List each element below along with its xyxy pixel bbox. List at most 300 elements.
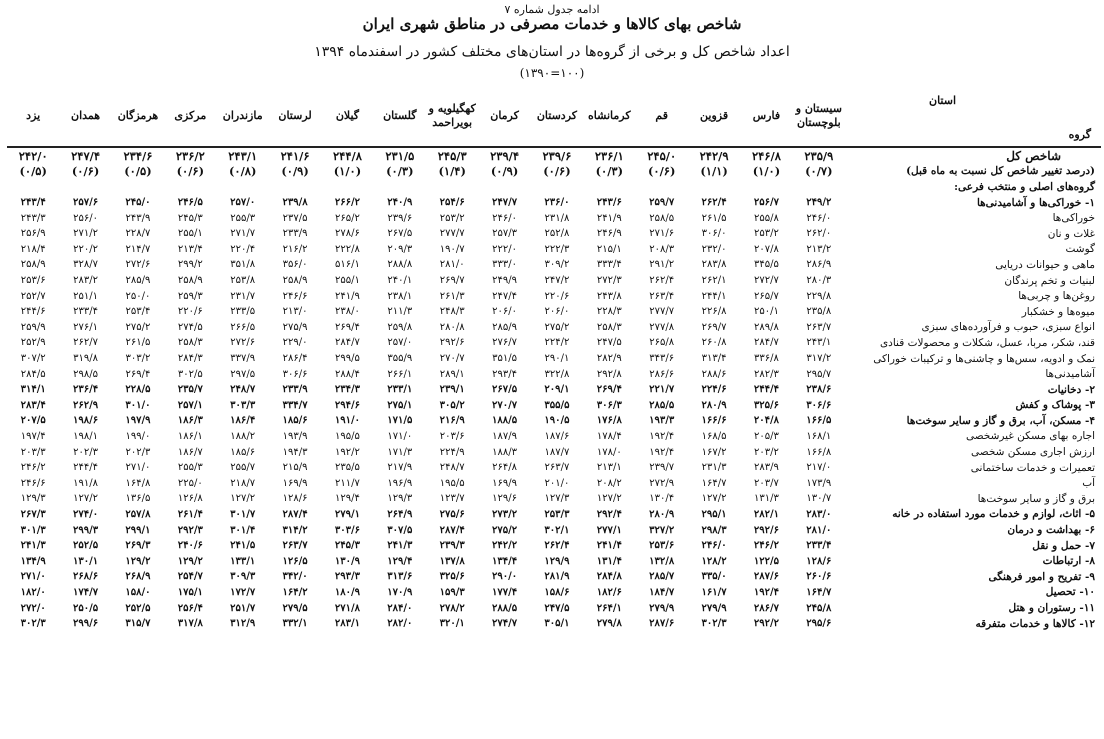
table-row (7, 382, 1101, 398)
table-cell: (۰/۵) (124, 164, 152, 179)
table-cell: ۲۸۰/۳ (806, 275, 832, 287)
table-cell: ۲۴۷/۲ (544, 275, 570, 287)
table-cell: ۲۴۱/۳ (20, 540, 46, 552)
table-cell: ۲۹۹/۵ (335, 353, 360, 365)
table-cell: ۲۱۷/۰ (806, 462, 832, 474)
table-cell: ۲۰۶/۰ (544, 306, 570, 318)
table-cell: ۲۷۵/۹ (282, 321, 308, 333)
table-cell: ۲۴۴/۴ (73, 462, 98, 474)
table-cell: (۱/۰) (333, 164, 362, 179)
table-cell: ۲۸۸/۸ (387, 259, 413, 271)
table-cell: ۲۷۱/۷ (230, 228, 256, 240)
table-cell (636, 179, 688, 195)
table-cell: ۱۲۹/۴ (335, 493, 360, 505)
table-cell: ۲۴۳/۱ (228, 148, 258, 163)
table-cell: ۲۶۲/۷ (73, 337, 98, 349)
table-cell: ۲۳۵/۷ (177, 384, 203, 396)
table-cell: ۳۲۰/۱ (439, 618, 465, 630)
table-row (7, 460, 1101, 476)
table-cell: ۲۸۶/۴ (282, 353, 308, 365)
table-cell: ۲۵۲/۵ (125, 602, 151, 614)
table-cell: ۲۰۵/۳ (754, 430, 779, 442)
table-cell: ۲۴۶/۰ (806, 212, 832, 224)
table-cell: ۳۰۵/۲ (439, 399, 465, 411)
table-cell: ۱۳۷/۸ (439, 555, 465, 567)
table-cell: ۳۲۷/۲ (649, 524, 675, 536)
table-cell: ۲۸۰/۹ (701, 399, 727, 411)
table-cell: ۱۳۶/۵ (125, 493, 151, 505)
table-cell: ۲۵۷/۰ (230, 197, 256, 209)
table-cell: ۲۸۰/۸ (439, 321, 465, 333)
table-row (7, 179, 1101, 195)
table-cell: ۲۱۶/۹ (439, 415, 465, 427)
table-cell: ۲۸۳/۱ (334, 618, 360, 630)
province-header: کردستان (531, 86, 583, 147)
row-label: ۱- خوراکی‌ها و آشامیدنی‌ها (976, 196, 1095, 209)
table-cell: ۳۵۶/۰ (282, 259, 308, 271)
table-cell (217, 179, 269, 195)
table-cell: ۱۳۳/۱ (230, 555, 256, 567)
row-label: نمک و ادویه، سس‌ها و چاشنی‌ها و ترکیبات خوراکی (873, 352, 1095, 365)
table-cell (478, 179, 530, 195)
table-cell: ۲۶۳/۷ (806, 321, 832, 333)
table-cell: ۲۸۵/۷ (649, 571, 675, 583)
table-cell: ۲۶۶/۱ (387, 368, 413, 380)
table-cell: ۲۹۲/۶ (753, 524, 779, 536)
table-cell: (۰/۹) (490, 164, 519, 179)
table-cell: ۲۴۶/۲ (753, 540, 779, 552)
table-cell: ۲۲۶/۸ (701, 306, 727, 318)
table-cell: ۲۴۶/۰ (701, 540, 727, 552)
table-cell: ۱۶۱/۷ (701, 586, 727, 598)
table-cell: ۲۲۰/۴ (230, 243, 256, 255)
table-cell: ۱۸۴/۷ (649, 586, 675, 598)
table-cell: ۲۳۲/۰ (701, 243, 727, 255)
table-cell: ۲۱۸/۴ (20, 243, 46, 255)
province-header: فارس (740, 86, 792, 147)
table-cell: ۲۶۱/۴ (177, 508, 203, 520)
table-cell: ۲۸۱/۰ (806, 524, 832, 536)
row-label: آشامیدنی‌ها (1045, 368, 1095, 381)
table-cell: ۲۴۵/۰ (647, 148, 677, 163)
table-cell: ۲۶۴/۱ (596, 602, 622, 614)
table-cell: ۲۶۶/۵ (230, 321, 256, 333)
table-cell: ۱۹۸/۶ (72, 415, 99, 427)
table-cell: ۲۵۷/۰ (387, 337, 413, 349)
page-subtitle: اعداد شاخص کل و برخی از گروه‌ها در استان‌های مختلف کشور در اسفندماه ۱۳۹۴ (314, 44, 790, 60)
table-cell: ۲۴۱/۵ (230, 540, 256, 552)
table-cell: ۲۳۹/۸ (282, 197, 308, 209)
table-cell: ۲۱۳/۲ (806, 243, 832, 255)
table-row (7, 585, 1101, 601)
row-label: ۱۲- کالاها و خدمات متفرقه (975, 617, 1095, 630)
row-label: گروه‌های اصلی و منتخب فرعی: (954, 180, 1095, 193)
row-label: گوشت (1065, 243, 1095, 256)
table-cell: ۲۴۱/۹ (596, 212, 622, 224)
table-cell: ۱۸۷/۷ (544, 446, 570, 458)
table-cell: ۳۰۶/۳ (596, 399, 622, 411)
table-cell: ۱۲۹/۹ (544, 555, 570, 567)
table-cell: ۲۹۰/۱ (544, 353, 570, 365)
table-cell (793, 179, 845, 195)
table-cell: ۳۰۵/۱ (544, 618, 570, 630)
table-cell: ۲۵۳/۸ (230, 275, 256, 287)
table-cell: ۲۳۹/۶ (387, 212, 413, 224)
table-cell: ۱۲۸/۲ (701, 555, 727, 567)
table-cell: ۲۴۶/۶ (20, 477, 46, 489)
table-cell: ۲۷۲/۷ (754, 275, 779, 287)
table-cell: ۲۱۱/۷ (335, 477, 360, 489)
table-cell: ۳۲۵/۶ (439, 571, 465, 583)
table-cell: ۲۲۴/۹ (439, 446, 465, 458)
table-row (7, 226, 1101, 242)
table-cell: ۲۷۹/۸ (596, 618, 622, 630)
table-cell: ۲۵۵/۱ (335, 275, 360, 287)
table-cell: ۳۵۱/۵ (492, 353, 517, 365)
table-cell: ۲۷۵/۲ (125, 321, 151, 333)
table-cell: ۲۸۶/۶ (649, 368, 675, 380)
table-cell: ۲۴۷/۴ (71, 148, 101, 163)
province-header: قزوین (688, 86, 740, 147)
table-cell: ۲۵۲/۷ (20, 290, 46, 302)
row-label: شاخص کل (1006, 148, 1061, 163)
table-cell: ۲۷۹/۵ (282, 602, 308, 614)
table-cell: ۲۰۲/۳ (125, 446, 151, 458)
row-label: خوراکی‌ها (1052, 212, 1095, 225)
table-cell: ۱۹۶/۹ (387, 477, 413, 489)
table-cell: ۲۴۵/۳ (177, 212, 203, 224)
table-cell: ۲۵۹/۷ (649, 197, 675, 209)
table-cell (164, 179, 216, 195)
table-cell: ۱۹۲/۲ (335, 446, 360, 458)
row-label: غلات و نان (1047, 227, 1095, 240)
table-cell: ۱۶۴/۲ (282, 586, 308, 598)
table-cell: ۲۵۱/۷ (230, 602, 256, 614)
province-header: مرکزی (164, 86, 216, 147)
table-cell: ۱۳۰/۷ (806, 493, 832, 505)
table-row (7, 507, 1101, 523)
table-cell: ۱۲۹/۳ (387, 493, 413, 505)
table-cell: ۲۱۱/۳ (387, 306, 413, 318)
table-cell: ۲۴۶/۶ (282, 290, 308, 302)
table-cell: ۲۷۱/۰ (20, 571, 46, 583)
table-cell: ۲۴۰/۶ (177, 540, 203, 552)
table-cell: ۳۳۵/۰ (701, 571, 727, 583)
table-cell: ۲۲۴/۲ (544, 337, 570, 349)
table-cell: ۲۴۵/۳ (437, 148, 467, 163)
table-cell: ۲۰۳/۳ (20, 446, 46, 458)
table-cell: ۳۲۵/۶ (753, 399, 779, 411)
table-cell: ۱۸۸/۲ (230, 430, 256, 442)
table-cell: ۳۰۱/۷ (230, 508, 256, 520)
table-cell: ۲۱۴/۷ (125, 243, 151, 255)
table-cell: ۲۵۷/۸ (125, 508, 151, 520)
table-cell: ۲۷۲/۰ (20, 602, 46, 614)
table-cell: ۳۰۷/۵ (387, 524, 413, 536)
table-cell: ۱۳۴/۹ (20, 555, 46, 567)
table-cell: ۲۳۹/۷ (649, 462, 675, 474)
table-cell: ۲۰۱/۰ (544, 477, 570, 489)
table-cell: ۲۷۶/۱ (73, 321, 98, 333)
table-cell: ۲۲۱/۷ (649, 384, 675, 396)
table-cell: ۲۸۲/۰ (387, 618, 413, 630)
province-header: همدان (59, 86, 111, 147)
table-cell: ۲۵۸/۹ (20, 259, 46, 271)
table-cell: ۲۶۹/۷ (701, 321, 727, 333)
table-cell: ۲۲۸/۳ (596, 306, 622, 318)
table-row (7, 522, 1101, 538)
table-cell: ۲۹۳/۴ (492, 368, 517, 380)
row-label: تعمیرات و خدمات ساختمانی (970, 461, 1095, 474)
table-cell: ۲۳۶/۰ (544, 197, 570, 209)
table-cell: ۲۷۱/۰ (125, 462, 151, 474)
table-cell: ۱۷۷/۴ (491, 586, 518, 598)
table-cell: ۲۶۲/۱ (701, 275, 727, 287)
table-cell: (۰/۷) (805, 164, 833, 179)
table-cell: ۱۷۶/۸ (596, 415, 622, 427)
table-cell: ۲۴۷/۵ (544, 602, 570, 614)
table-cell: ۲۷۵/۲ (544, 321, 570, 333)
row-label: قند، شکر، مربا، عسل، شکلات و محصولات قنادی (879, 336, 1095, 349)
table-cell: ۲۳۳/۴ (806, 540, 832, 552)
table-cell (59, 179, 111, 195)
table-cell: ۲۷۷/۷ (439, 228, 465, 240)
table-cell: ۲۵۸/۹ (177, 275, 203, 287)
table-cell: ۲۳۱/۳ (701, 462, 727, 474)
province-header: یزد (7, 86, 59, 147)
table-cell: ۳۱۷/۲ (806, 353, 832, 365)
table-cell: ۲۷۰/۷ (439, 353, 465, 365)
table-cell: ۲۶۱/۵ (125, 337, 151, 349)
table-cell: ۲۲۸/۵ (125, 384, 151, 396)
table-cell: ۲۲۸/۷ (125, 228, 151, 240)
corner-header (845, 86, 1101, 147)
table-row (7, 320, 1101, 336)
table-cell: ۲۶۲/۹ (72, 399, 99, 411)
table-cell: ۲۵۳/۶ (649, 540, 675, 552)
province-header: لرستان (269, 86, 321, 147)
table-cell: ۳۱۳/۴ (701, 353, 727, 365)
table-cell: ۱۹۱/۸ (73, 477, 98, 489)
table-cell: ۱۹۱/۰ (334, 415, 360, 427)
table-cell: ۲۳۸/۰ (335, 306, 360, 318)
table-cell: ۲۶۱/۳ (439, 290, 465, 302)
table-cell: ۲۸۷/۶ (753, 571, 779, 583)
table-cell: ۱۶۶/۵ (806, 415, 832, 427)
province-heading: استان (929, 94, 957, 107)
table-cell: ۲۵۹/۳ (177, 290, 203, 302)
table-cell: ۲۷۵/۶ (439, 508, 465, 520)
group-heading: گروه (1068, 128, 1091, 142)
row-label: (درصد تغییر شاخص کل نسبت به ماه قبل) (906, 165, 1095, 178)
table-cell: (۰/۵) (19, 164, 47, 179)
table-cell: ۲۹۲/۸ (596, 368, 622, 380)
table-cell: ۲۳۵/۹ (804, 148, 834, 163)
table-cell: ۱۸۵/۶ (282, 415, 308, 427)
table-cell: ۳۰۹/۳ (230, 571, 256, 583)
province-header: مازندران (217, 86, 269, 147)
table-cell: ۲۳۹/۶ (542, 148, 572, 163)
table-cell: ۱۲۶/۵ (282, 555, 308, 567)
table-cell: ۲۵۳/۲ (439, 212, 465, 224)
table-cell: ۳۰۱/۴ (230, 524, 256, 536)
table-cell: ۲۴۳/۳ (20, 212, 46, 224)
table-cell: ۲۶۰/۶ (806, 571, 832, 583)
table-row (7, 475, 1101, 491)
row-label: ماهی و حیوانات دریایی (995, 258, 1095, 271)
table-cell: ۲۵۶/۰ (73, 212, 98, 224)
table-cell: ۲۷۹/۹ (701, 602, 727, 614)
table-cell: ۲۲۰/۶ (544, 290, 570, 302)
province-header: سیستان و بلوچستان (793, 86, 845, 147)
table-cell: ۲۶۹/۳ (125, 540, 151, 552)
table-cell: ۲۴۶/۰ (492, 212, 517, 224)
table-cell: ۱۶۴/۷ (701, 477, 727, 489)
table-cell: ۲۷۶/۷ (492, 337, 517, 349)
table-cell: ۱۲۲/۵ (753, 555, 779, 567)
table-cell: ۳۰۶/۰ (701, 228, 727, 240)
table-cell (7, 179, 59, 195)
table-cell: ۱۲۹/۶ (492, 493, 517, 505)
table-cell: ۲۰۳/۷ (754, 477, 779, 489)
table-cell: ۱۸۵/۶ (230, 446, 256, 458)
table-cell: ۲۵۷/۶ (72, 197, 99, 209)
table-cell: ۲۱۸/۷ (230, 477, 256, 489)
table-cell: ۱۵۹/۳ (439, 586, 465, 598)
table-cell: ۲۰۲/۳ (73, 446, 98, 458)
table-cell: ۲۸۵/۹ (125, 275, 151, 287)
row-label: ۱۰- تحصیل (1045, 586, 1095, 599)
table-cell (321, 179, 373, 195)
province-header: کهگیلویه و بویراحمد (426, 86, 478, 147)
table-cell: ۲۴۱/۹ (335, 290, 360, 302)
table-cell: ۱۶۴/۷ (806, 586, 832, 598)
table-cell: ۲۸۳/۹ (754, 462, 779, 474)
table-cell: ۲۱۳/۰ (282, 306, 308, 318)
table-cell: ۱۶۹/۹ (282, 477, 308, 489)
table-row (7, 491, 1101, 507)
table-cell: ۲۰۶/۰ (492, 306, 517, 318)
table-cell: ۳۱۲/۹ (230, 618, 256, 630)
table-cell: (۰/۳) (386, 164, 414, 179)
table-cell: ۲۶۲/۴ (544, 540, 570, 552)
table-cell: ۲۷۲/۳ (596, 275, 622, 287)
table-cell: ۱۳۲/۸ (649, 555, 675, 567)
table-cell: ۲۴۶/۲ (20, 462, 46, 474)
table-cell: ۲۵۴/۶ (439, 197, 465, 209)
table-cell: ۱۷۱/۵ (387, 415, 413, 427)
table-cell: ۲۶۹/۴ (125, 368, 151, 380)
table-cell: ۲۱۵/۹ (282, 462, 308, 474)
table-cell: ۲۵۸/۹ (282, 275, 308, 287)
table-cell: ۲۸۵/۵ (649, 399, 675, 411)
row-label: ۴- مسکن، آب، برق و گاز و سایر سوخت‌ها (906, 414, 1095, 427)
table-cell: ۲۰۷/۵ (20, 415, 46, 427)
table-row (7, 553, 1101, 569)
table-cell: ۲۷۵/۱ (387, 399, 413, 411)
row-label: روغن‌ها و چربی‌ها (1018, 290, 1095, 303)
table-cell: ۱۲۷/۲ (701, 493, 727, 505)
row-label: انواع سبزی، حبوب و فرآورده‌های سبزی (921, 321, 1095, 334)
province-header: گلستان (374, 86, 426, 147)
table-body (7, 147, 1101, 631)
table-cell: ۲۴۸/۷ (439, 462, 465, 474)
province-header: گیلان (321, 86, 373, 147)
table-cell: ۳۱۴/۱ (20, 384, 46, 396)
table-cell: ۲۵۷/۱ (177, 399, 203, 411)
table-cell: ۳۱۵/۷ (125, 618, 151, 630)
table-cell: ۲۵۰/۱ (754, 306, 779, 318)
table-row (7, 398, 1101, 414)
table-cell: ۲۸۴/۵ (20, 368, 46, 380)
table-cell (426, 179, 478, 195)
table-cell: ۲۰۳/۲ (754, 446, 779, 458)
table-cell: ۳۵۵/۵ (544, 399, 570, 411)
table-cell: ۲۶۷/۵ (491, 384, 518, 396)
table-cell: ۳۵۱/۸ (230, 259, 256, 271)
table-cell: ۱۶۶/۸ (806, 446, 832, 458)
row-label: برق و گاز و سایر سوخت‌ها (977, 492, 1095, 505)
table-cell: ۲۸۸/۴ (335, 368, 360, 380)
table-cell: ۲۸۶/۷ (753, 602, 779, 614)
table-cell: ۲۰۹/۳ (387, 243, 413, 255)
table-cell: ۲۰۹/۱ (544, 384, 570, 396)
table-cell: ۲۵۳/۴ (125, 306, 151, 318)
table-cell: ۱۹۲/۴ (649, 430, 675, 442)
table-cell: ۱۹۰/۷ (439, 243, 465, 255)
table-cell: ۲۰۳/۶ (439, 430, 465, 442)
table-cell: ۱۹۵/۵ (439, 477, 465, 489)
table-row (7, 257, 1101, 273)
table-cell: ۱۹۷/۴ (20, 430, 46, 442)
table-cell: ۲۵۱/۱ (73, 290, 98, 302)
table-cell: ۲۶۲/۰ (806, 228, 832, 240)
table-cell: ۱۷۱/۰ (387, 430, 413, 442)
table-row (7, 538, 1101, 554)
table-cell: ۲۵۸/۳ (596, 321, 622, 333)
table-cell: ۲۸۹/۱ (439, 368, 465, 380)
table-cell: ۱۹۸/۱ (73, 430, 98, 442)
table-cell: ۲۵۰/۵ (72, 602, 99, 614)
table-cell: ۲۵۵/۱ (177, 228, 203, 240)
table-cell: ۳۰۲/۳ (20, 618, 46, 630)
table-cell: ۲۴۱/۶ (280, 148, 310, 163)
table-cell: ۲۹۱/۲ (649, 259, 675, 271)
table-cell: ۳۰۲/۵ (177, 368, 203, 380)
table-cell: ۱۹۰/۵ (544, 415, 570, 427)
table-cell: ۱۹۲/۴ (649, 446, 675, 458)
table-cell: ۱۹۹/۰ (125, 430, 151, 442)
table-cell: ۳۱۳/۶ (387, 571, 413, 583)
table-row (7, 444, 1101, 460)
table-cell: ۲۴۴/۴ (753, 384, 779, 396)
table-cell: ۲۵۸/۳ (177, 337, 203, 349)
table-cell: ۲۲۰/۲ (73, 243, 98, 255)
table-cell: ۱۹۳/۳ (649, 415, 675, 427)
table-cell: ۲۹۲/۶ (439, 337, 465, 349)
table-row (7, 273, 1101, 289)
table-cell: ۲۴۵/۸ (806, 602, 832, 614)
table-cell: ۲۱۳/۴ (177, 243, 203, 255)
table-cell: ۱۲۷/۲ (73, 493, 98, 505)
table-cell (269, 179, 321, 195)
table-cell: ۲۵۴/۷ (177, 571, 203, 583)
table-cell: ۲۵۵/۳ (230, 212, 256, 224)
table-cell: ۱۸۸/۵ (491, 415, 518, 427)
table-cell (531, 179, 583, 195)
table-cell: ۲۸۴/۷ (335, 337, 360, 349)
table-cell: ۲۸۳/۴ (20, 399, 46, 411)
